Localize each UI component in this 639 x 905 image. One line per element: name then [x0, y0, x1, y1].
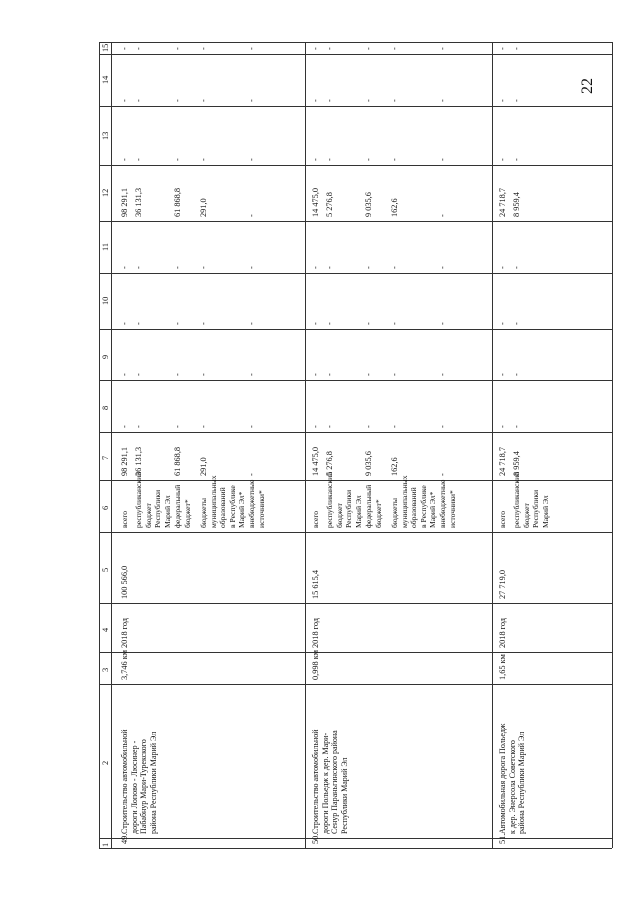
value-c13: -: [311, 158, 320, 162]
project-name-line: Строительство автомобильной: [120, 729, 129, 835]
funding-source-line: внебюджетные: [247, 479, 256, 528]
value-c13: -: [498, 158, 507, 162]
row-border: [305, 42, 306, 848]
project-name-line: Автомобильная дорога Польедж: [498, 724, 507, 835]
value-c15: -: [438, 47, 447, 50]
value-c8: -: [120, 425, 129, 429]
funding-source-line: всего: [120, 510, 129, 528]
value-c9: -: [247, 373, 256, 377]
value-c13: -: [438, 158, 447, 162]
value-c12: 61 868,8: [173, 188, 182, 218]
column-header-10: 10: [101, 296, 110, 305]
value-c15: -: [120, 47, 129, 50]
column-header-3: 3: [101, 667, 110, 672]
project-year: 2018 год: [311, 618, 320, 649]
value-c9: -: [134, 373, 143, 377]
column-border: [99, 54, 612, 55]
column-header-12: 12: [101, 189, 110, 198]
value-c14: -: [134, 98, 143, 102]
project-cost: 27 719,0: [498, 570, 507, 600]
project-cost: 100 566,0: [120, 566, 129, 600]
project-name-line: района Республики Марий Эл: [148, 732, 158, 835]
value-c9: -: [311, 373, 320, 377]
value-c14: -: [247, 98, 256, 102]
project-name-line: Строительство автомобильной: [311, 729, 320, 835]
funding-source-line: всего: [311, 510, 320, 528]
value-c7: 24 718,7: [498, 446, 507, 477]
value-c7: 291,0: [199, 457, 208, 477]
funding-source-line: образований: [218, 487, 227, 528]
value-c10: -: [438, 321, 447, 325]
value-c11: -: [134, 266, 143, 269]
project-name-line: Республики Марий Эл: [339, 757, 349, 835]
funding-source-line: бюджеты: [199, 497, 208, 528]
value-c7: 61 868,8: [173, 446, 182, 477]
value-c10: -: [247, 321, 256, 325]
project-name-line: района Республики Марий Эл: [517, 732, 526, 835]
funding-source-line: всего: [498, 510, 507, 528]
column-border: [99, 165, 612, 166]
funding-source-line: федеральный: [364, 484, 373, 528]
value-c12: 24 718,7: [498, 188, 507, 218]
value-c12: -: [247, 214, 256, 218]
project-name-line: Пабабнур Мари-Турекского: [139, 739, 148, 835]
value-c10: -: [325, 321, 334, 325]
value-c7: 9 035,6: [364, 451, 373, 477]
value-c9: -: [498, 373, 507, 377]
value-c12: 14 475,0: [311, 188, 320, 218]
value-c10: -: [173, 321, 182, 325]
funding-source-line: бюджет*: [182, 499, 192, 528]
project-year: 2018 год: [498, 618, 507, 649]
funding-source-line: Республики: [531, 489, 540, 528]
value-c10: -: [134, 321, 143, 325]
column-border: [99, 329, 612, 330]
value-c8: -: [199, 425, 208, 429]
value-c7: 98 291,1: [120, 446, 129, 477]
table-border-left: [99, 42, 100, 848]
value-c14: -: [325, 98, 334, 102]
funding-source-line: Марий Эл*: [237, 491, 246, 528]
value-c12: 36 131,3: [134, 188, 143, 218]
funding-source-line: в Республике: [418, 485, 428, 528]
column-header-15: 15: [101, 43, 110, 52]
value-c14: -: [120, 98, 129, 102]
value-c7: -: [247, 473, 256, 477]
value-c12: 162,6: [390, 198, 399, 218]
value-c15: -: [364, 47, 373, 50]
value-c13: -: [120, 158, 129, 162]
funding-source-line: бюджет: [143, 502, 153, 528]
column-border: [99, 380, 612, 381]
value-c14: -: [311, 98, 320, 102]
value-c11: -: [173, 266, 182, 269]
value-c8: -: [311, 425, 320, 429]
value-c9: -: [325, 373, 334, 377]
project-name-line: Сенур Параньгинского района: [330, 730, 339, 835]
column-border: [99, 848, 612, 849]
value-c11: -: [364, 266, 373, 269]
value-c15: -: [512, 47, 521, 50]
column-border: [99, 684, 612, 685]
column-header-6: 6: [101, 505, 110, 510]
value-c7: 8 959,4: [512, 451, 521, 477]
value-c9: -: [364, 373, 373, 377]
value-c7: -: [438, 473, 447, 477]
value-c13: -: [199, 158, 208, 162]
column-header-7: 7: [101, 455, 110, 461]
value-c11: -: [390, 266, 399, 269]
value-c13: -: [512, 158, 521, 162]
funding-source-line: республиканский: [134, 471, 143, 528]
funding-source-line: источники*: [447, 490, 457, 528]
value-c15: -: [134, 47, 143, 50]
value-c11: -: [199, 266, 208, 269]
funding-source-line: республиканский: [325, 471, 334, 528]
row-number: 49.: [120, 833, 129, 844]
value-c15: -: [247, 47, 256, 50]
value-c8: -: [498, 425, 507, 429]
value-c11: -: [247, 266, 256, 269]
value-c11: -: [325, 266, 334, 269]
value-c14: -: [199, 98, 208, 102]
value-c15: -: [199, 47, 208, 50]
project-length: 3,746 км: [120, 649, 129, 680]
project-name-line: к дер. Энерсола Советского: [507, 740, 517, 835]
value-c11: -: [498, 266, 507, 269]
table-border-right: [612, 42, 613, 848]
value-c11: -: [120, 266, 129, 269]
value-c10: -: [390, 321, 399, 325]
row-number: 51.: [498, 833, 507, 844]
value-c9: -: [120, 373, 129, 377]
page-number: 22: [579, 78, 596, 94]
value-c10: -: [311, 321, 320, 325]
value-c8: -: [173, 425, 182, 429]
value-c7: 162,6: [390, 457, 399, 477]
value-c9: -: [438, 373, 447, 377]
value-c8: -: [325, 425, 334, 429]
value-c10: -: [512, 321, 521, 325]
column-header-9: 9: [101, 354, 110, 359]
funding-source-line: Марий Эл: [540, 495, 550, 528]
value-c13: -: [247, 158, 256, 162]
value-c9: -: [173, 373, 182, 377]
funding-source-line: муниципальных: [399, 475, 409, 528]
funding-source-line: бюджеты: [390, 497, 399, 528]
column-border: [99, 603, 612, 604]
column-header-5: 5: [101, 567, 110, 572]
value-c12: 98 291,1: [120, 188, 129, 218]
column-header-8: 8: [101, 406, 110, 411]
value-c8: -: [512, 425, 521, 429]
funding-source-line: муниципальных: [208, 475, 218, 528]
value-c10: -: [364, 321, 373, 325]
value-c8: -: [390, 425, 399, 429]
value-c10: -: [120, 321, 129, 325]
value-c14: -: [173, 98, 182, 102]
value-c13: -: [173, 158, 182, 162]
value-c9: -: [199, 373, 208, 377]
funding-source-line: Республики: [153, 489, 162, 528]
column-header-2: 2: [101, 761, 110, 766]
project-cost: 15 615,4: [311, 570, 320, 600]
column-border: [99, 106, 612, 107]
funding-source-line: источники*: [256, 490, 266, 528]
value-c11: -: [512, 266, 521, 269]
column-header-13: 13: [101, 131, 110, 140]
project-name-line: дороги Лопово - Люсинер -: [129, 741, 139, 835]
value-c9: -: [390, 373, 399, 377]
value-c15: -: [173, 47, 182, 50]
value-c14: -: [364, 98, 373, 102]
column-border: [99, 652, 612, 653]
value-c10: -: [199, 321, 208, 325]
funding-source-line: республиканский: [512, 471, 521, 528]
value-c8: -: [364, 425, 373, 429]
value-c15: -: [498, 47, 507, 50]
value-c8: -: [134, 425, 143, 429]
value-c13: -: [325, 158, 334, 162]
value-c15: -: [390, 47, 399, 50]
value-c12: 8 959,4: [512, 192, 521, 218]
funding-source-line: бюджет*: [373, 499, 383, 528]
value-c12: 5 276,8: [325, 192, 334, 218]
value-c7: 5 276,8: [325, 451, 334, 477]
value-c13: -: [134, 158, 143, 162]
row-number: 50.: [311, 833, 320, 844]
value-c13: -: [390, 158, 399, 162]
value-c7: 36 131,3: [134, 446, 143, 477]
value-c15: -: [325, 47, 334, 50]
column-border: [99, 273, 612, 274]
column-header-4: 4: [101, 627, 110, 632]
funding-source-line: Республики: [344, 489, 353, 528]
funding-source-line: Марий Эл: [162, 495, 172, 528]
column-header-11: 11: [101, 243, 110, 252]
funding-source-line: Марий Эл: [353, 495, 363, 528]
value-c13: -: [364, 158, 373, 162]
value-c11: -: [438, 266, 447, 269]
funding-source-line: образований: [409, 487, 418, 528]
value-c15: -: [311, 47, 320, 50]
column-border: [99, 432, 612, 433]
value-c10: -: [498, 321, 507, 325]
value-c8: -: [438, 425, 447, 429]
value-c12: -: [438, 214, 447, 218]
value-c7: 14 475,0: [311, 446, 320, 477]
project-length: 1,65 км: [498, 654, 507, 680]
column-header-14: 14: [101, 75, 110, 84]
column-border: [99, 42, 612, 43]
funding-source-line: бюджет: [334, 502, 344, 528]
project-name-line: дороги Польедж к дер. Мари-: [320, 733, 330, 835]
value-c12: 9 035,6: [364, 192, 373, 218]
header-border: [111, 42, 112, 848]
column-header-1: 1: [101, 843, 110, 848]
value-c14: -: [390, 98, 399, 102]
funding-source-line: бюджет: [521, 502, 531, 528]
funding-source-line: внебюджетные: [438, 479, 447, 528]
value-c9: -: [512, 373, 521, 377]
project-length: 0,998 км: [311, 649, 320, 680]
value-c12: 291,0: [199, 198, 208, 218]
funding-source-line: в Республике: [227, 485, 237, 528]
funding-source-line: Марий Эл*: [428, 491, 437, 528]
value-c14: -: [512, 98, 521, 102]
project-year: 2018 год: [120, 618, 129, 649]
row-border: [492, 42, 493, 848]
funding-source-line: федеральный: [173, 484, 182, 528]
value-c14: -: [498, 98, 507, 102]
value-c8: -: [247, 425, 256, 429]
value-c14: -: [438, 98, 447, 102]
value-c11: -: [311, 266, 320, 269]
